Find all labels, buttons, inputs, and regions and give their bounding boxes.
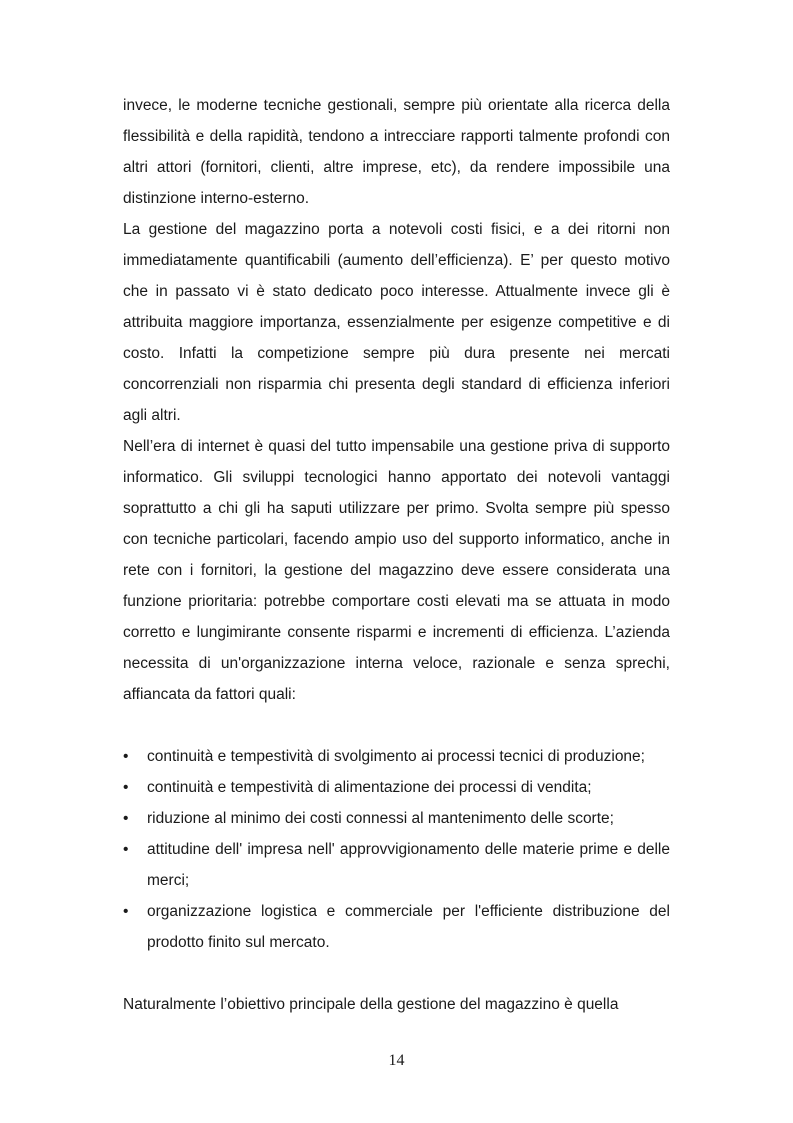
list-item [123,741,670,772]
list-item-text: continuità e tempestività di svolgimento ai processi tecnici di produzione; [147,748,645,765]
list-item [123,803,670,834]
paragraph-3: Nell’era di internet è quasi del tutto impensabile una gestione priva di supporto informatico. Gli sviluppi tecnologici hanno apportato dei notevoli vantaggi soprattutto a chi gli ha saputi utilizzare per primo. Svolta sempre più spesso con tecniche particolari, facendo ampio uso del supporto informatico, anche in rete con i fornitori, la gestione del magazzino deve essere considerata una funzione prioritaria: potrebbe comportare costi elevati ma se attuata in modo corretto e lungimirante consente risparmi e incrementi di efficienza. L’azienda necessita di un'organizzazione interna veloce, razionale e senza sprechi, affiancata da fattori quali: [123,438,670,703]
bullet-icon: • [123,748,129,765]
paragraph-4: Naturalmente l’obiettivo principale della gestione del magazzino è quella [123,996,619,1013]
list-item [123,896,670,958]
paragraph-1: invece, le moderne tecniche gestionali, sempre più orientate alla ricerca della flessibilità e della rapidità, tendono a intrecciare rapporti talmente profondi con altri attori (fornitori, clienti, altre imprese, etc), da rendere impossibile una distinzione interno-esterno. [123,97,670,207]
body-text [123,90,670,1020]
bullet-icon: • [123,903,129,920]
paragraph-2: La gestione del magazzino porta a notevoli costi fisici, e a dei ritorni non immediatamente quantificabili (aumento dell’efficienza). E’ per questo motivo che in passato vi è stato dedicato poco interesse. Attualmente invece gli è attribuita maggiore importanza, essenzialmente per esigenze competitive e di costo. Infatti la competizione sempre più dura presente nei mercati concorrenziali non risparmia chi presenta degli standard di efficienza inferiori agli altri. [123,221,670,424]
list-item-text: continuità e tempestività di alimentazione dei processi di vendita; [147,779,592,796]
list-item [123,772,670,803]
bullet-list [123,741,670,958]
bullet-icon: • [123,810,129,827]
bullet-icon: • [123,841,129,858]
list-item-text: organizzazione logistica e commerciale per l'efficiente distribuzione del prodotto finito sul mercato. [147,903,670,951]
page-number: 14 [388,1052,405,1069]
list-item [123,834,670,896]
bullet-icon: • [123,779,129,796]
list-item-text: attitudine dell' impresa nell' approvvigionamento delle materie prime e delle merci; [147,841,670,889]
list-item-text: riduzione al minimo dei costi connessi al mantenimento delle scorte; [147,810,614,827]
